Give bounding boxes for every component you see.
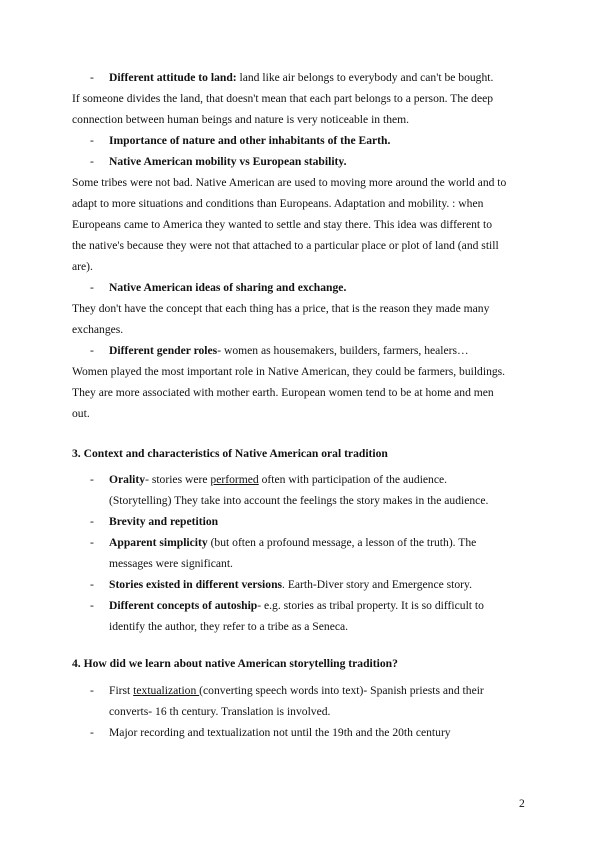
bullet-dash: - <box>90 536 94 549</box>
bullet-bold: Brevity and repetition <box>109 515 219 528</box>
page-number: 2 <box>519 797 525 810</box>
section-heading: 4. How did we learn about native American storytelling tradition? <box>72 657 398 670</box>
bullet-rest: (converting speech words into text)- Spanish priests and their <box>199 684 484 697</box>
bullet-pre: First <box>109 684 134 697</box>
bullet-bold: Different gender roles <box>109 344 218 357</box>
bullet-dash: - <box>90 473 94 486</box>
paragraph-line: are). <box>72 260 93 273</box>
bullet-dash: - <box>90 155 94 168</box>
bullet-bold: Orality <box>109 473 146 486</box>
bullet-bold: Different concepts of autoship <box>109 599 258 612</box>
bullet-text <box>109 536 476 550</box>
bullet-continuation: identify the author, they refer to a tribe as a Seneca. <box>109 620 349 633</box>
bullet-underline: textualization <box>133 684 200 697</box>
paragraph-line: They don't have the concept that each thing has a price, that is the reason they made many <box>72 302 490 315</box>
bullet-text <box>109 473 447 487</box>
bullet-dash: - <box>90 281 94 294</box>
bullet-text <box>109 684 484 698</box>
bullet-rest: - women as housemakers, builders, farmers, healers… <box>217 344 469 357</box>
paragraph-line: connection between human beings and nature is very noticeable in them. <box>72 113 410 126</box>
paragraph-line: They are more associated with mother earth. European women tend to be at home and men <box>72 386 494 399</box>
bullet-rest: . Earth-Diver story and Emergence story. <box>282 578 472 591</box>
bullet-dash: - <box>90 684 94 697</box>
bullet-dash: - <box>90 515 94 528</box>
paragraph-line: the native's because they were not that attached to a particular place or plot of land (and still <box>72 239 499 252</box>
paragraph-line: exchanges. <box>72 323 124 336</box>
section-heading: 3. Context and characteristics of Native American oral tradition <box>72 447 388 460</box>
bullet-rest: - e.g. stories as tribal property. It is so difficult to <box>257 599 484 612</box>
bullet-bold: Native American mobility vs European stability. <box>109 155 347 168</box>
paragraph-line: adapt to more situations and conditions than Europeans. Adaptation and mobility. : when <box>72 197 484 210</box>
bullet-dash: - <box>90 134 94 147</box>
bullet-dash: - <box>90 578 94 591</box>
bullet-mid: - stories were <box>145 473 211 486</box>
paragraph-line: Women played the most important role in Native American, they could be farmers, buildings. <box>72 365 506 378</box>
paragraph-line: If someone divides the land, that doesn't mean that each part belongs to a person. The deep <box>72 92 494 105</box>
paragraph-line: Some tribes were not bad. Native American are used to moving more around the world and to <box>72 176 507 189</box>
bullet-bold: Native American ideas of sharing and exchange. <box>109 281 347 294</box>
bullet-continuation: converts- 16 th century. Translation is involved. <box>109 705 331 718</box>
bullet-rest: land like air belongs to everybody and can't be bought. <box>236 71 494 84</box>
bullet-dash: - <box>90 599 94 612</box>
bullet-dash: - <box>90 71 94 84</box>
bullet-continuation: (Storytelling) They take into account the feelings the story makes in the audience. <box>109 494 489 507</box>
bullet-rest: (but often a profound message, a lesson of the truth). The <box>207 536 477 549</box>
bullet-dash: - <box>90 726 94 739</box>
bullet-text <box>109 578 472 592</box>
bullet-continuation: messages were significant. <box>109 557 233 570</box>
bullet-text <box>109 344 469 358</box>
bullet-underline: performed <box>210 473 259 486</box>
paragraph-line: out. <box>72 407 90 420</box>
bullet-text: Major recording and textualization not until the 19th and the 20th century <box>109 726 451 739</box>
bullet-bold: Stories existed in different versions <box>109 578 283 591</box>
bullet-rest: often with participation of the audience. <box>258 473 448 486</box>
bullet-text <box>109 599 484 613</box>
bullet-dash: - <box>90 344 94 357</box>
bullet-bold: Different attitude to land: <box>109 71 237 84</box>
bullet-text <box>109 71 493 85</box>
bullet-bold: Importance of nature and other inhabitants of the Earth. <box>109 134 391 147</box>
paragraph-line: Europeans came to America they wanted to settle and stay there. This idea was different to <box>72 218 493 231</box>
bullet-bold: Apparent simplicity <box>109 536 208 549</box>
